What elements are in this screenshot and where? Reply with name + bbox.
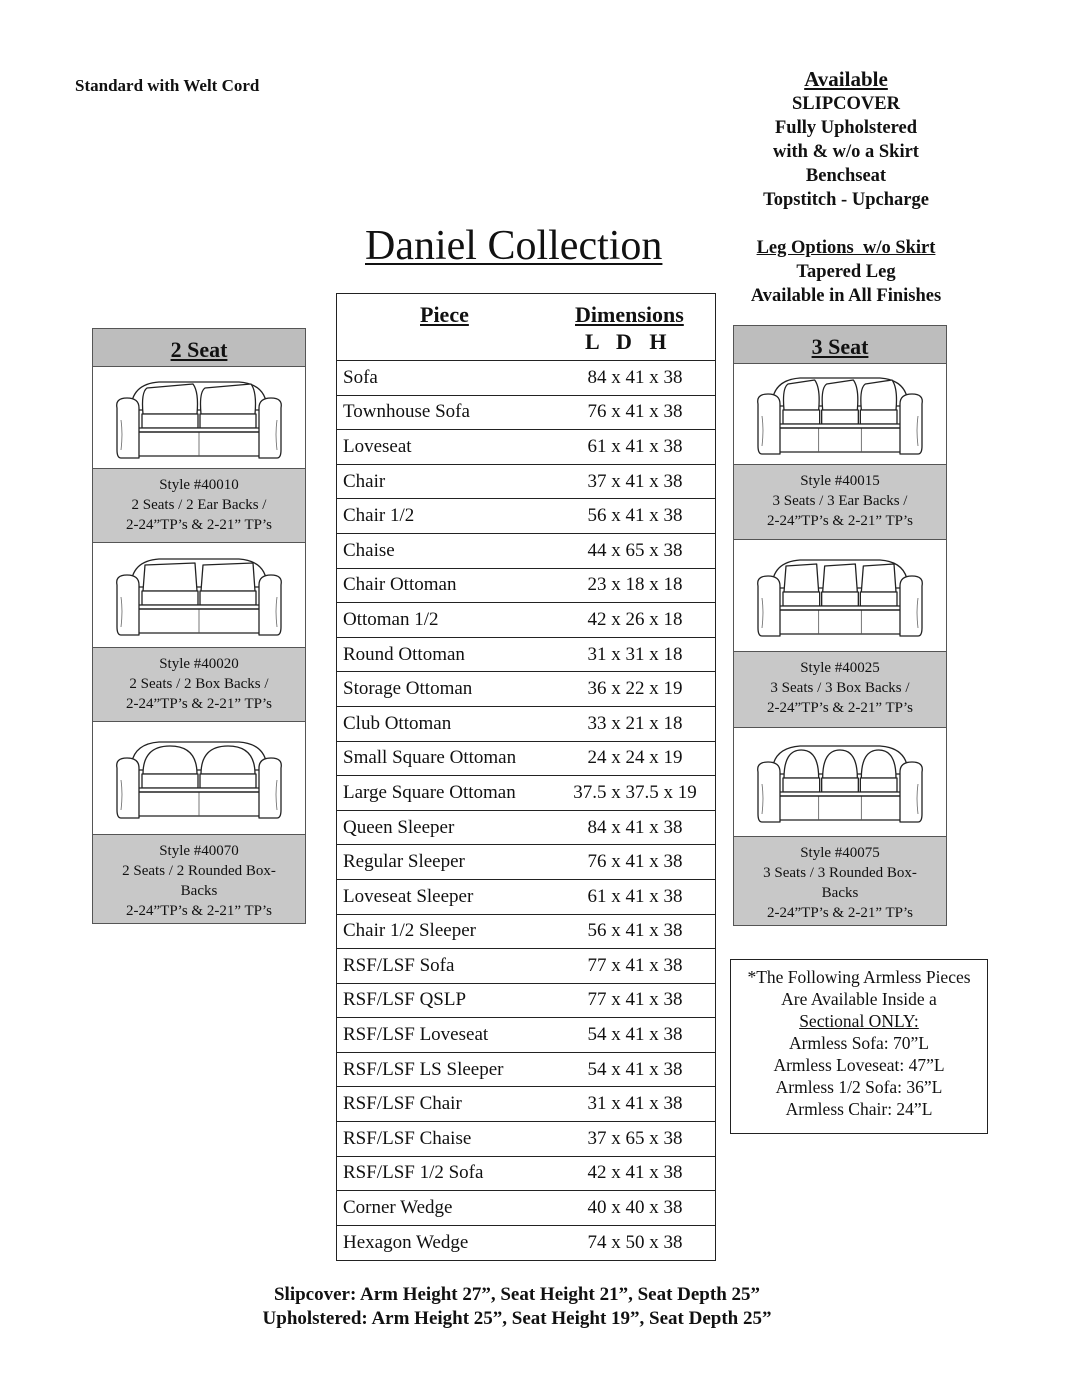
- style-desc: 3 Seats / 3 Box Backs /: [770, 680, 910, 696]
- table-row: [337, 949, 715, 984]
- style-number: Style #40025: [800, 660, 880, 676]
- table-row: [337, 672, 715, 707]
- style-number: Style #40015: [800, 473, 880, 489]
- available-line: Benchseat: [805, 166, 887, 186]
- piece-name: Hexagon Wedge: [343, 1232, 469, 1254]
- table-header: [337, 294, 715, 361]
- piece-dimensions: 56 x 41 x 38: [587, 920, 683, 942]
- style-desc: 2-24”TP’s & 2-21” TP’s: [126, 903, 272, 919]
- two-seat-panel: [92, 328, 306, 924]
- armless-item: Armless Chair: 24”L: [785, 1099, 933, 1119]
- style-desc: Backs: [180, 883, 218, 899]
- leg-options-heading: Leg Options w/o Skirt: [756, 238, 936, 258]
- sofa-3-rounded-back-icon: [750, 732, 930, 832]
- table-body: [337, 361, 715, 1260]
- piece-name: Round Ottoman: [343, 643, 465, 665]
- armless-item: Armless Sofa: 70”L: [789, 1033, 929, 1053]
- dimensions-table: [336, 293, 716, 1261]
- piece-name: Chair 1/2 Sleeper: [343, 920, 476, 942]
- style-desc: 2-24”TP’s & 2-21” TP’s: [767, 905, 913, 921]
- sofa-illustration: [93, 367, 305, 469]
- style-caption: [93, 648, 305, 722]
- style-desc: 3 Seats / 3 Rounded Box-: [763, 865, 917, 881]
- style-number: Style #40070: [159, 843, 239, 859]
- piece-dimensions: 40 x 40 x 38: [587, 1197, 683, 1219]
- style-desc: 2-24”TP’s & 2-21” TP’s: [767, 513, 913, 529]
- piece-name: RSF/LSF Chaise: [343, 1127, 472, 1149]
- col-dimensions: Dimensions: [575, 302, 684, 327]
- style-desc: 2 Seats / 2 Rounded Box-: [122, 863, 276, 879]
- table-row: [337, 1191, 715, 1226]
- style-caption: [734, 837, 946, 925]
- piece-dimensions: 54 x 41 x 38: [587, 1058, 683, 1080]
- piece-name: RSF/LSF QSLP: [343, 989, 467, 1011]
- table-row: [337, 707, 715, 742]
- table-row: [337, 499, 715, 534]
- available-heading: Available: [804, 67, 888, 91]
- table-row: [337, 430, 715, 465]
- footer-slipcover: Slipcover: Arm Height 27”, Seat Height 21”, Seat Depth 25”: [273, 1284, 761, 1305]
- armless-item: Armless Loveseat: 47”L: [773, 1055, 945, 1075]
- piece-dimensions: 36 x 22 x 19: [587, 678, 683, 700]
- footer-upholstered: Upholstered: Arm Height 25”, Seat Height 19”, Seat Depth 25”: [262, 1308, 772, 1329]
- table-row: [337, 1122, 715, 1157]
- piece-dimensions: 33 x 21 x 18: [587, 712, 683, 734]
- sofa-2-box-back-icon: [109, 547, 289, 643]
- piece-dimensions: 84 x 41 x 38: [587, 816, 683, 838]
- piece-name: Sofa: [343, 366, 378, 388]
- available-line: Topstitch - Upcharge: [763, 190, 929, 210]
- piece-dimensions: 56 x 41 x 38: [587, 505, 683, 527]
- piece-name: Townhouse Sofa: [343, 401, 470, 423]
- armless-line: Are Available Inside a: [781, 989, 937, 1009]
- table-row: [337, 534, 715, 569]
- piece-dimensions: 31 x 41 x 38: [587, 1093, 683, 1115]
- table-row: [337, 396, 715, 431]
- table-row: [337, 1157, 715, 1192]
- piece-dimensions: 84 x 41 x 38: [587, 366, 683, 388]
- leg-options-line: Available in All Finishes: [750, 286, 942, 306]
- piece-name: Queen Sleeper: [343, 816, 455, 838]
- sofa-3-ear-back-icon: [750, 366, 930, 462]
- piece-dimensions: 61 x 41 x 38: [587, 885, 683, 907]
- piece-name: Loveseat: [343, 435, 412, 457]
- piece-name: Chair: [343, 470, 386, 492]
- style-caption: [734, 652, 946, 728]
- piece-name: Large Square Ottoman: [343, 781, 516, 803]
- col-piece: Piece: [420, 302, 469, 327]
- available-line: with & w/o a Skirt: [773, 142, 919, 162]
- table-row: [337, 465, 715, 500]
- piece-name: Corner Wedge: [343, 1197, 453, 1219]
- style-number: Style #40020: [159, 656, 239, 672]
- page-title: Daniel Collection: [365, 223, 663, 269]
- piece-name: RSF/LSF LS Sleeper: [343, 1058, 504, 1080]
- two-seat-heading: 2 Seat: [93, 329, 305, 367]
- piece-dimensions: 37.5 x 37.5 x 19: [573, 781, 697, 803]
- piece-dimensions: 24 x 24 x 19: [587, 747, 683, 769]
- sofa-3-box-back-icon: [750, 546, 930, 646]
- table-row: [337, 742, 715, 777]
- piece-dimensions: 42 x 41 x 38: [587, 1162, 683, 1184]
- piece-dimensions: 37 x 65 x 38: [587, 1127, 683, 1149]
- style-desc: 2-24”TP’s & 2-21” TP’s: [126, 517, 272, 533]
- style-desc: 2-24”TP’s & 2-21” TP’s: [767, 700, 913, 716]
- piece-dimensions: 76 x 41 x 38: [587, 851, 683, 873]
- piece-name: RSF/LSF Sofa: [343, 954, 455, 976]
- style-desc: 2 Seats / 2 Ear Backs /: [131, 497, 267, 513]
- armless-line: *The Following Armless Pieces: [747, 967, 971, 987]
- sofa-illustration: [93, 543, 305, 648]
- armless-item: Armless 1/2 Sofa: 36”L: [775, 1077, 943, 1097]
- piece-name: Storage Ottoman: [343, 678, 473, 700]
- table-row: [337, 1087, 715, 1122]
- leg-options: [736, 236, 956, 308]
- piece-name: Ottoman 1/2: [343, 608, 439, 630]
- table-row: [337, 603, 715, 638]
- piece-dimensions: 76 x 41 x 38: [587, 401, 683, 423]
- three-seat-panel: [733, 325, 947, 926]
- piece-dimensions: 23 x 18 x 18: [587, 574, 683, 596]
- table-row: [337, 845, 715, 880]
- sofa-2-ear-back-icon: [109, 370, 289, 466]
- table-row: [337, 880, 715, 915]
- leg-options-line: Tapered Leg: [796, 262, 896, 282]
- sofa-illustration: [734, 364, 946, 465]
- table-row: [337, 638, 715, 673]
- piece-name: Chair 1/2: [343, 505, 415, 527]
- style-caption: [93, 835, 305, 923]
- piece-name: RSF/LSF Loveseat: [343, 1024, 489, 1046]
- piece-dimensions: 74 x 50 x 38: [587, 1232, 683, 1254]
- table-row: [337, 776, 715, 811]
- available-line: Fully Upholstered: [774, 118, 918, 138]
- piece-name: Club Ottoman: [343, 712, 452, 734]
- piece-name: Loveseat Sleeper: [343, 885, 474, 907]
- sofa-illustration: [93, 722, 305, 835]
- table-row: [337, 811, 715, 846]
- piece-name: Regular Sleeper: [343, 851, 465, 873]
- piece-dimensions: 37 x 41 x 38: [587, 470, 683, 492]
- available-line: SLIPCOVER: [792, 94, 900, 114]
- col-ldh: L D H: [585, 329, 667, 354]
- piece-dimensions: 77 x 41 x 38: [587, 989, 683, 1011]
- piece-dimensions: 31 x 31 x 18: [587, 643, 683, 665]
- three-seat-heading: 3 Seat: [734, 326, 946, 364]
- piece-dimensions: 77 x 41 x 38: [587, 954, 683, 976]
- piece-dimensions: 44 x 65 x 38: [587, 539, 683, 561]
- style-caption: [93, 469, 305, 543]
- sofa-illustration: [734, 540, 946, 652]
- piece-dimensions: 61 x 41 x 38: [587, 435, 683, 457]
- table-row: [337, 1226, 715, 1261]
- style-desc: 2-24”TP’s & 2-21” TP’s: [126, 696, 272, 712]
- table-row: [337, 1053, 715, 1088]
- table-row: [337, 915, 715, 950]
- piece-name: RSF/LSF Chair: [343, 1093, 462, 1115]
- sofa-2-rounded-back-icon: [109, 728, 289, 828]
- available-options: [736, 66, 956, 212]
- style-number: Style #40075: [800, 845, 880, 861]
- piece-name: Chaise: [343, 539, 395, 561]
- style-desc: 2 Seats / 2 Box Backs /: [129, 676, 269, 692]
- table-row: [337, 361, 715, 396]
- piece-name: Chair Ottoman: [343, 574, 457, 596]
- style-desc: 3 Seats / 3 Ear Backs /: [772, 493, 908, 509]
- table-row: [337, 569, 715, 604]
- sofa-illustration: [734, 728, 946, 837]
- table-row: [337, 984, 715, 1019]
- piece-name: RSF/LSF 1/2 Sofa: [343, 1162, 484, 1184]
- armless-note: [730, 959, 988, 1134]
- armless-sectional-only: Sectional ONLY:: [799, 1011, 919, 1031]
- style-desc: Backs: [821, 885, 859, 901]
- piece-name: Small Square Ottoman: [343, 747, 517, 769]
- piece-dimensions: 42 x 26 x 18: [587, 608, 683, 630]
- table-row: [337, 1018, 715, 1053]
- style-caption: [734, 465, 946, 540]
- piece-dimensions: 54 x 41 x 38: [587, 1024, 683, 1046]
- style-number: Style #40010: [159, 477, 239, 493]
- header-note: Standard with Welt Cord: [75, 76, 260, 95]
